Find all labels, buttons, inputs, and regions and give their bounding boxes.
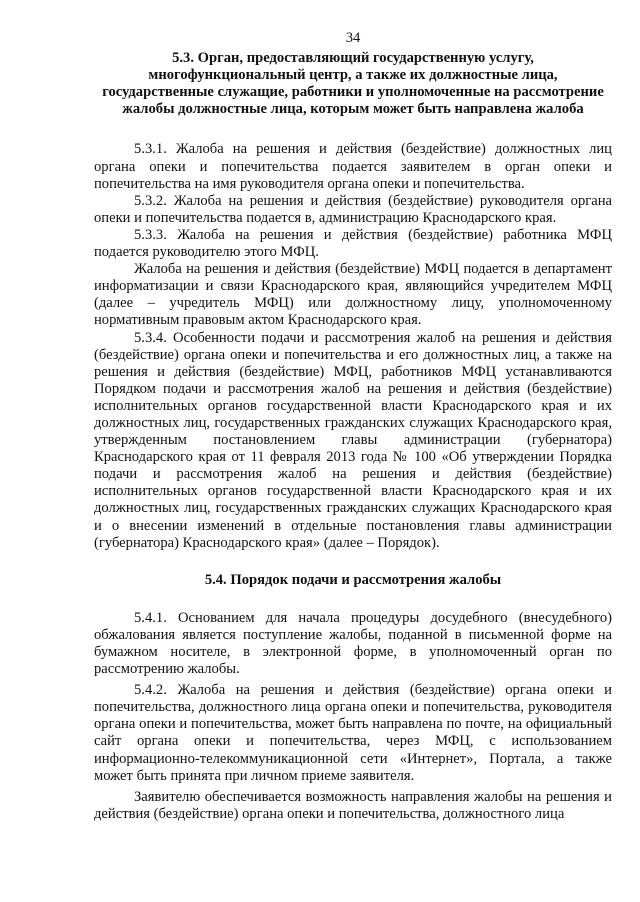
paragraph-applicant-ensured: Заявителю обеспечивается возможность направления жалобы на решения и действия (бездействие) органа опеки и попечительства, должностного лица: [94, 788, 612, 822]
paragraph-mfc-complaint: Жалоба на решения и действия (бездействие) МФЦ подается в департамент информатизации и связи Краснодарского края, являющийся учредителем МФЦ (далее – учредитель МФЦ) или должностному лицу, уполномоченному нормативным правовым актом Краснодарского края.: [94, 261, 612, 329]
section-5-4-title: 5.4. Порядок подачи и рассмотрения жалобы: [204, 571, 502, 588]
section-5-3-title: 5.3. Орган, предоставляющий государственную услугу, многофункциональный центр, а также их должностные лица, государственные служащие, работники и уполномоченные на рассмотрение жалобы должностные лица, которым может быть направлена жалоба: [102, 50, 604, 118]
paragraph-5-3-4: 5.3.4. Особенности подачи и рассмотрения жалоб на решения и действия (бездействие) органа опеки и попечительства и его должностных лиц, а также на решения и действия (бездействие) МФЦ, работников МФЦ устанавливаются Порядком подачи и рассмотрения жалоб на решения и действия (бездействие) исполнительных органов государственной власти Краснодарского края и их должностных лиц, государственных гражданских служащих Краснодарского края, утвержденным постановлением главы администрации (губернатора) Краснодарского края от 11 февраля 2013 года № 100 «Об утверждении Порядка подачи и рассмотрения жалоб на решения и действия (бездействие) исполнительных органов государственной власти Краснодарского края и их должностных лиц, государственных гражданских служащих Краснодарского края и о внесении изменений в отдельные постановления главы администрации (губернатора) Краснодарского края» (далее – Порядок).: [94, 329, 612, 551]
paragraph-5-3-2: 5.3.2. Жалоба на решения и действия (бездействие) руководителя органа опеки и попечительства подается в, администрацию Краснодарского края.: [94, 192, 612, 226]
paragraph-5-4-1: 5.4.1. Основанием для начала процедуры досудебного (внесудебного) обжалования является поступление жалобы, поданной в письменной форме на бумажном носителе, в электронной форме, в уполномоченный орган по рассмотрению жалобы.: [94, 609, 612, 678]
paragraph-5-3-3: 5.3.3. Жалоба на решения и действия (бездействие) работника МФЦ подается руководителю этого МФЦ.: [94, 226, 612, 261]
page-number: 34: [345, 30, 361, 46]
paragraph-5-3-1: 5.3.1. Жалоба на решения и действия (бездействие) должностных лиц органа опеки и попечительства подается заявителем в орган опеки и попечительства на имя руководителя органа опеки и попечительства.: [94, 141, 612, 192]
paragraph-5-4-2: 5.4.2. Жалоба на решения и действия (бездействие) органа опеки и попечительства, должностного лица органа опеки и попечительства, руководителя органа опеки и попечительства, может быть направлена по почте, на официальный сайт органа опеки и попечительства, через МФЦ, с использованием информационно-телекоммуникационной сети «Интернет», Портала, а также может быть принята при личном приеме заявителя.: [94, 682, 612, 784]
